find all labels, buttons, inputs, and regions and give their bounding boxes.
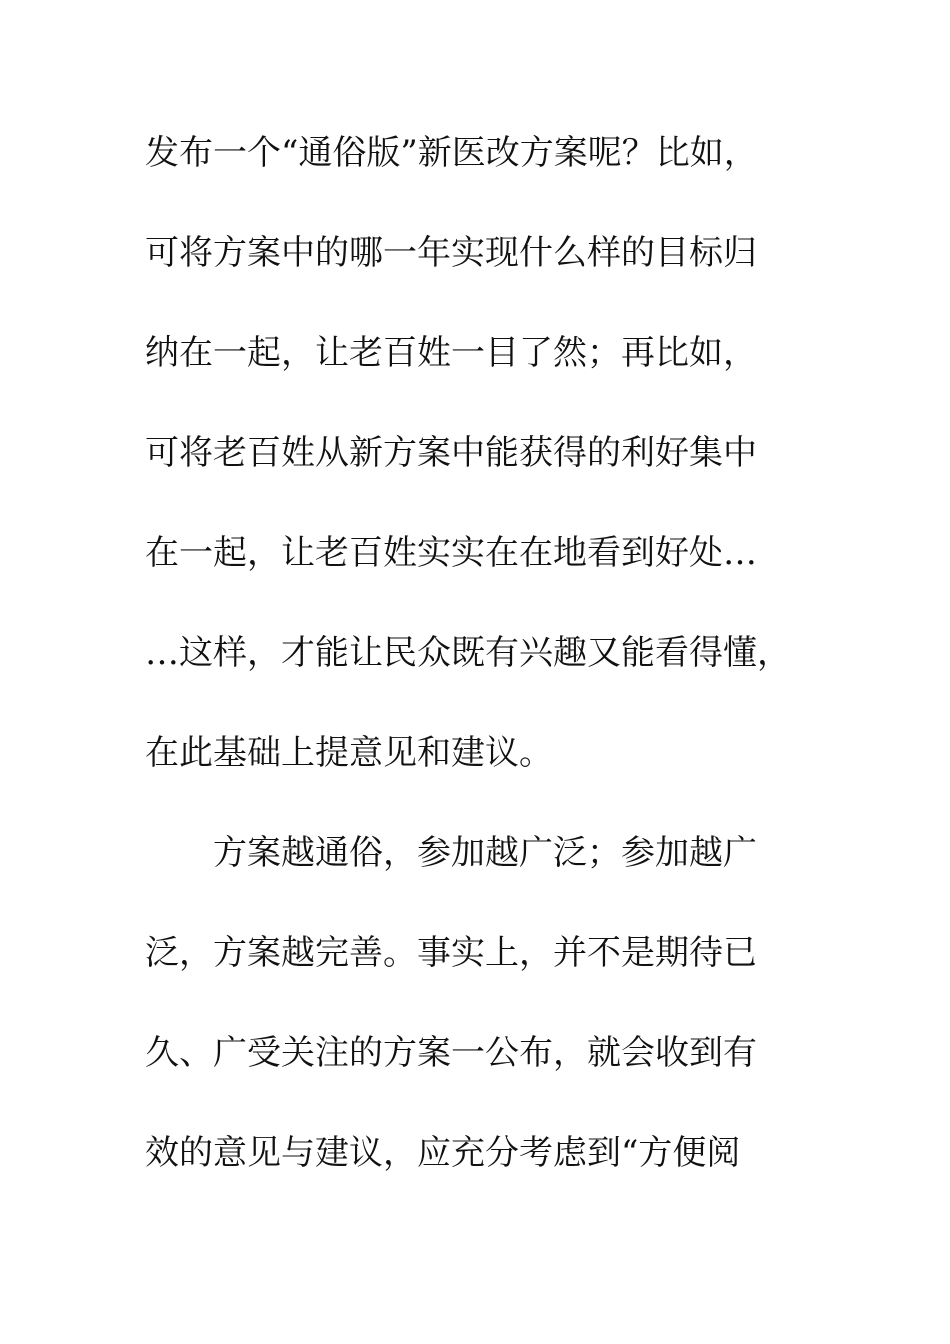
text-line-6: …这样，才能让民众既有兴趣又能看得懂， [145, 633, 791, 673]
text-line-1: 发布一个“通俗版”新医改方案呢？比如， [145, 133, 758, 173]
text-line-9: 泛，方案越完善。事实上，并不是期待已 [145, 933, 757, 973]
text-line-5: 在一起，让老百姓实实在在地看到好处… [145, 533, 757, 573]
text-line-10: 久、广受关注的方案一公布，就会收到有 [145, 1033, 757, 1073]
text-line-4: 可将老百姓从新方案中能获得的利好集中 [145, 433, 757, 473]
text-line-11: 效的意见与建议，应充分考虑到“方便阅 [145, 1133, 741, 1173]
text-line-3: 纳在一起，让老百姓一目了然；再比如， [145, 333, 757, 373]
text-line-7: 在此基础上提意见和建议。 [145, 733, 553, 773]
text-line-2: 可将方案中的哪一年实现什么样的目标归 [145, 233, 757, 273]
paragraph-start-line: 方案越通俗，参加越广泛；参加越广 [213, 833, 757, 873]
